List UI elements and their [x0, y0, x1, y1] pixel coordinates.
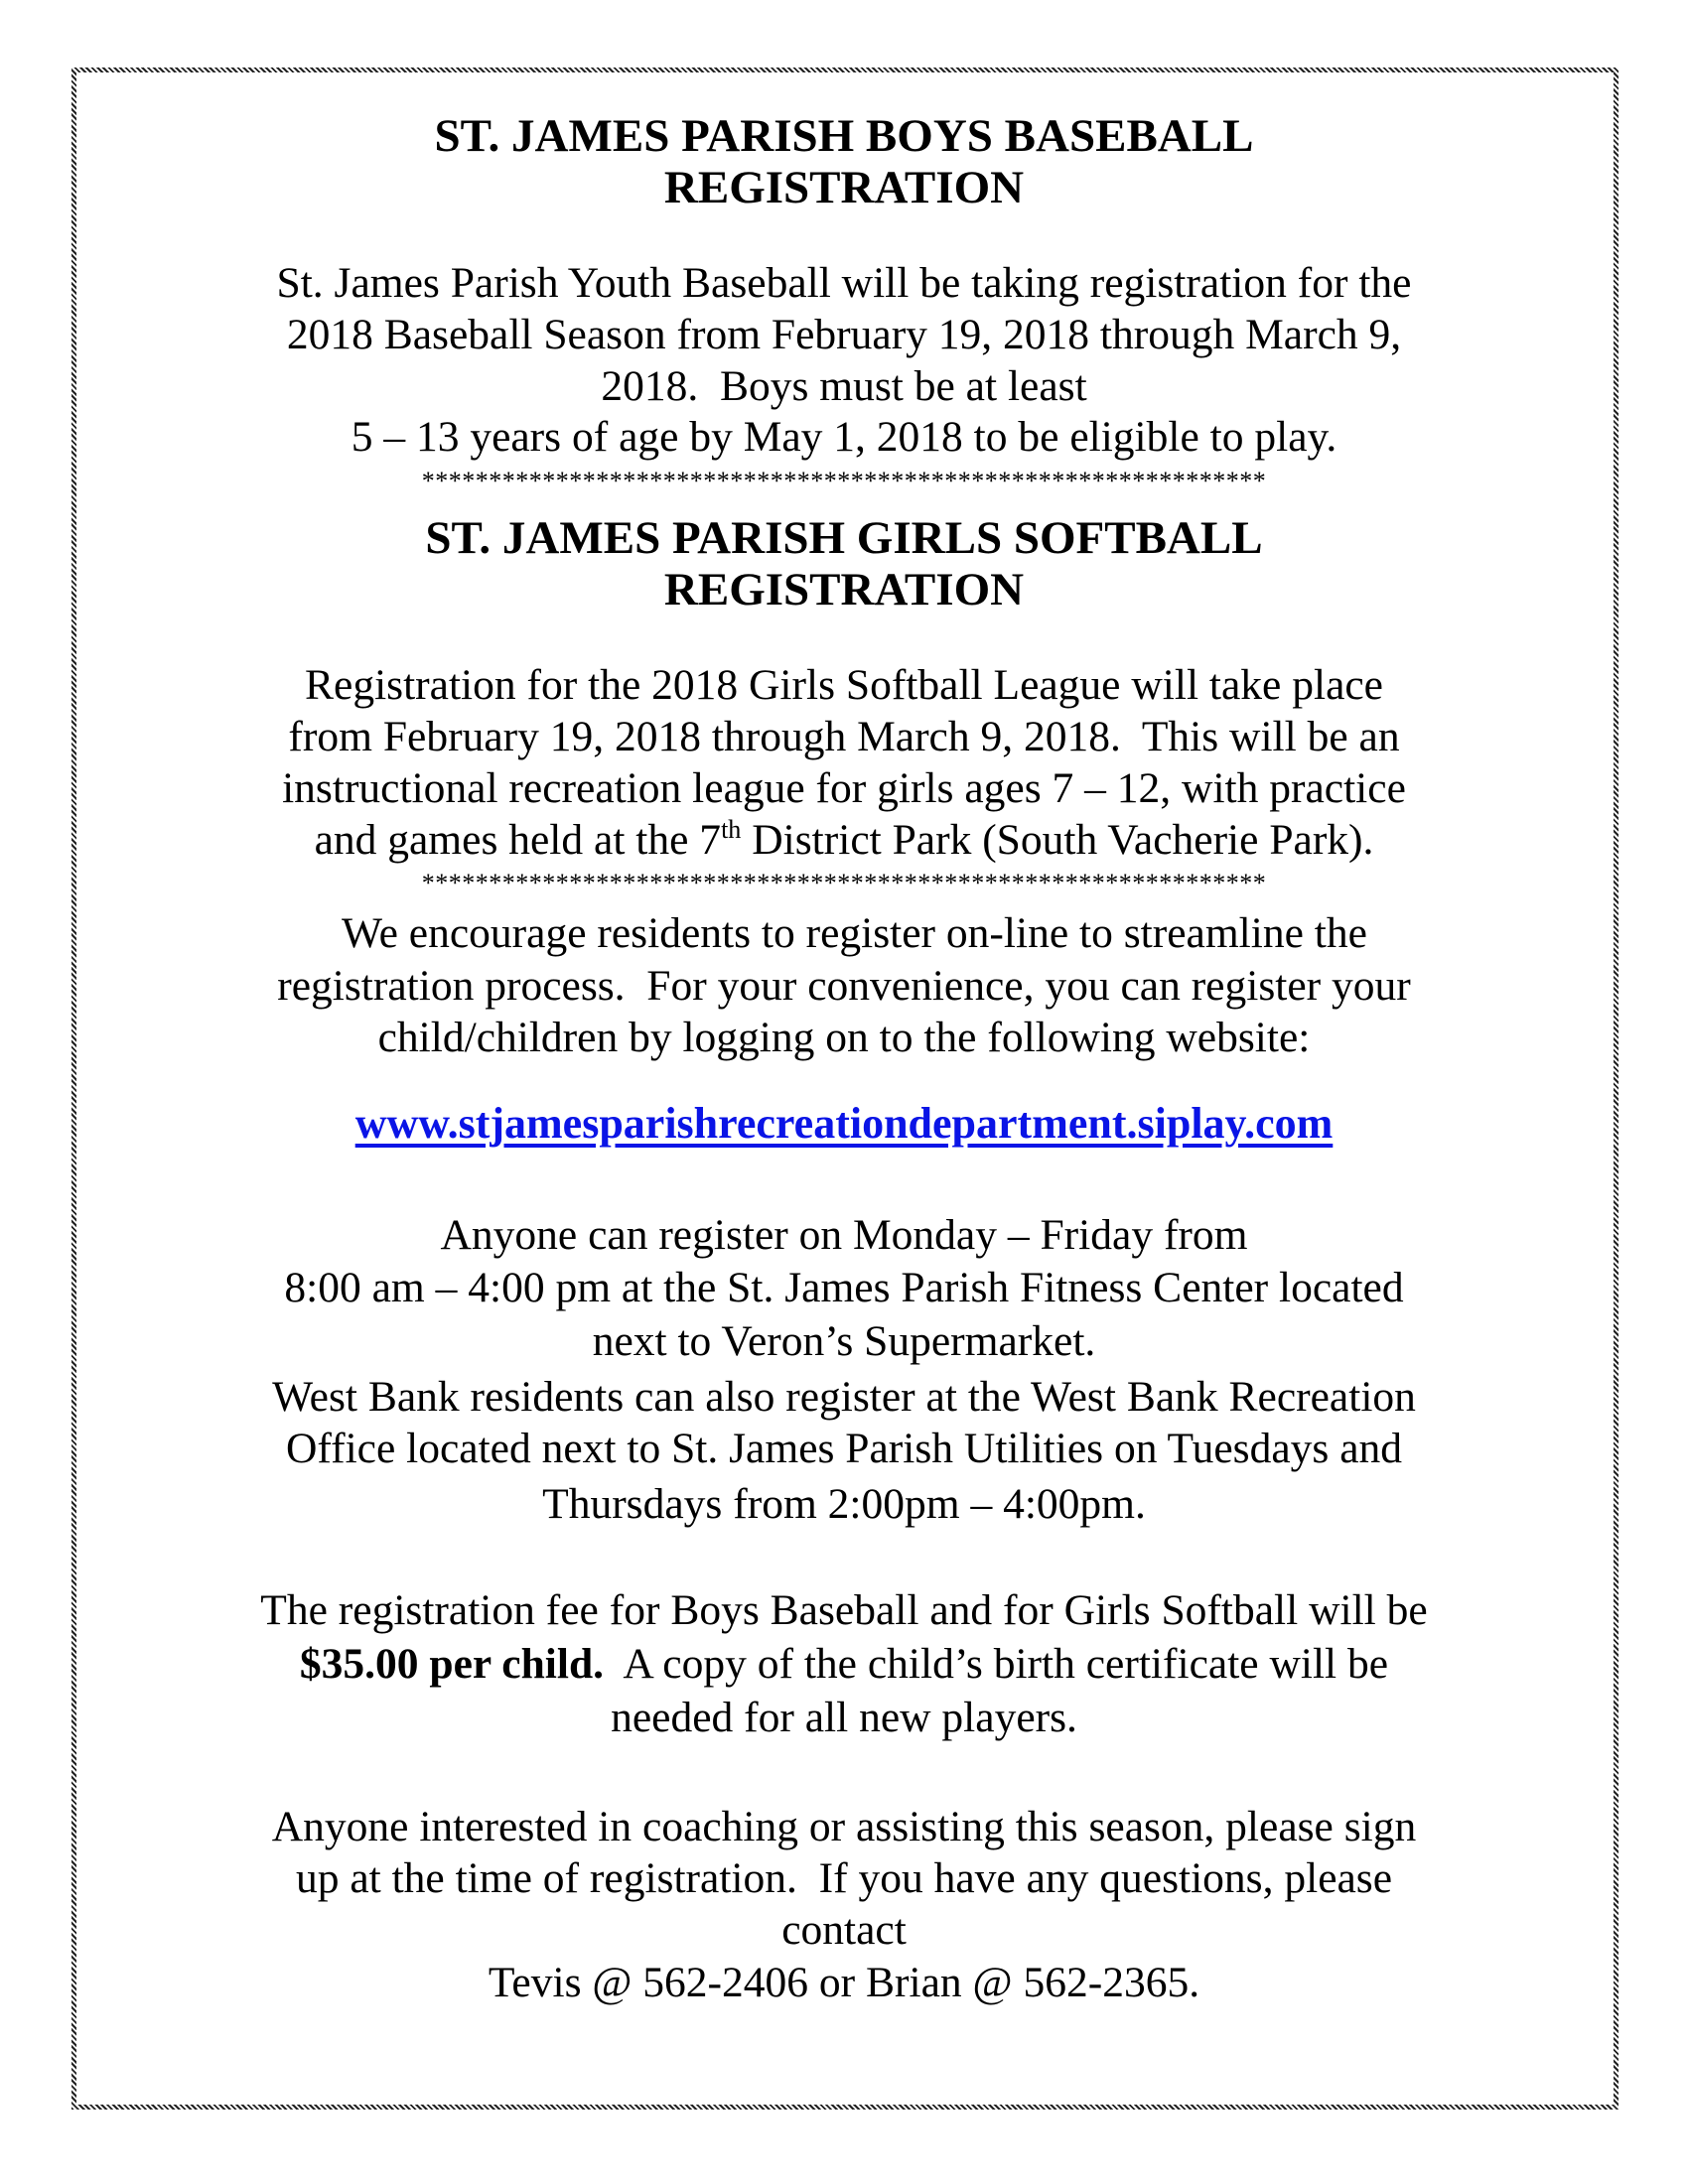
baseball-title-line-1: ST. JAMES PARISH BOYS BASEBALL [434, 110, 1254, 162]
softball-title-line-2: REGISTRATION [663, 564, 1025, 615]
registration-website-link[interactable]: www.stjamesparishrecreationdepartment.siplay.com [354, 1099, 1334, 1148]
fee-line-3: needed for all new players. [611, 1694, 1077, 1741]
fee-amount: $35.00 per child. [299, 1640, 605, 1688]
baseball-body-line-1: St. James Parish Youth Baseball will be taking registration for the [276, 259, 1412, 307]
softball-body-line-3: instructional recreation league for girls ages 7 – 12, with practice [282, 764, 1406, 812]
in-person-line-5: Office located next to St. James Parish Utilities on Tuesdays and [285, 1425, 1403, 1472]
contact-line: Tevis @ 562-2406 or Brian @ 562-2365. [488, 1959, 1200, 2006]
in-person-line-3: next to Veron’s Supermarket. [592, 1317, 1096, 1365]
coaching-line-1: Anyone interested in coaching or assisting this season, please sign [271, 1803, 1417, 1850]
ordinal-superscript: th [721, 815, 742, 845]
fee-line-2 [0, 1640, 1688, 1688]
baseball-body-line-2: 2018 Baseball Season from February 19, 2018 through March 9, [286, 311, 1402, 358]
online-body-line-3: child/children by logging on to the following website: [377, 1014, 1311, 1061]
registration-link-row [0, 1099, 1688, 1148]
baseball-body-line-3: 2018. Boys must be at least [601, 362, 1087, 410]
softball-body-line-1: Registration for the 2018 Girls Softball League will take place [305, 661, 1383, 709]
softball-body-line-2: from February 19, 2018 through March 9, 2018. This will be an [288, 713, 1400, 760]
coaching-line-3: contact [781, 1906, 907, 1954]
section-separator-1: *************************************************************** [421, 467, 1267, 495]
baseball-body-line-4: 5 – 13 years of age by May 1, 2018 to be eligible to play. [351, 413, 1337, 461]
fee-line-1: The registration fee for Boys Baseball and for Girls Softball will be [260, 1586, 1428, 1634]
online-body-line-1: We encourage residents to register on-line to streamline the [321, 909, 1367, 957]
softball-title-line-1: ST. JAMES PARISH GIRLS SOFTBALL [425, 512, 1263, 564]
softball-body-line-4 [0, 815, 1688, 864]
softball-line-4-end: District Park (South Vacherie Park). [741, 816, 1374, 864]
baseball-title-line-2: REGISTRATION [663, 162, 1025, 213]
in-person-line-2: 8:00 am – 4:00 pm at the St. James Parish Fitness Center located [284, 1264, 1404, 1311]
in-person-line-1: Anyone can register on Monday – Friday from [440, 1211, 1248, 1259]
in-person-line-4: West Bank residents can also register at the West Bank Recreation [272, 1373, 1416, 1421]
online-body-line-2: registration process. For your convenience, you can register your [277, 962, 1411, 1010]
softball-line-4-start: and games held at the 7 [314, 816, 722, 864]
coaching-line-2: up at the time of registration. If you have any questions, please [295, 1854, 1393, 1902]
section-separator-2: *************************************************************** [421, 869, 1267, 897]
in-person-line-6: Thursdays from 2:00pm – 4:00pm. [542, 1480, 1146, 1528]
fee-line-2-rest: A copy of the child’s birth certificate will be [604, 1640, 1389, 1688]
